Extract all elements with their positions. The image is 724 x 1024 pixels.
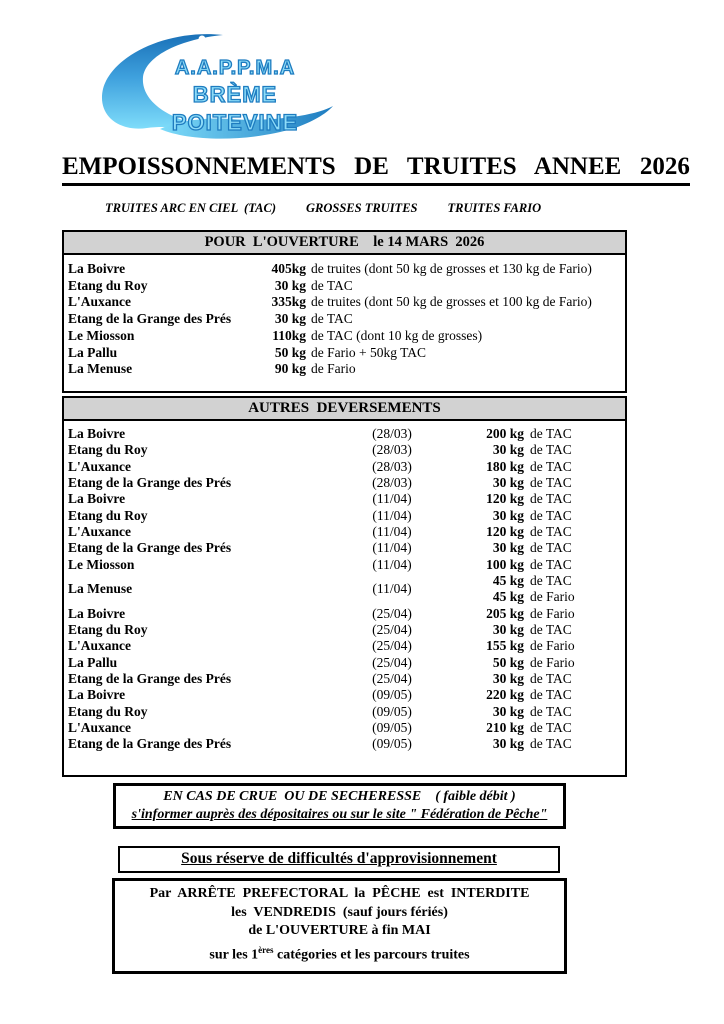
stocking-value — [260, 361, 356, 378]
other-section-header: AUTRES DEVERSEMENTS — [62, 396, 627, 421]
quantity: 50 kg — [274, 344, 306, 360]
stocking-date: (28/03) — [372, 458, 412, 474]
table-row — [64, 459, 625, 475]
table-row — [64, 328, 625, 345]
quantity-detail: de TAC — [311, 311, 353, 327]
stocking-value — [260, 311, 353, 328]
table-row-double — [64, 573, 625, 606]
water-name: Etang du Roy — [68, 507, 148, 523]
stocking-date: (25/04) — [372, 622, 412, 638]
quantity: 335kg — [271, 294, 306, 310]
quantity: 45 kg — [492, 589, 524, 605]
trout-kind: de TAC — [530, 442, 572, 458]
stocking-date: (11/04) — [372, 540, 412, 556]
water-name: Le Miosson — [68, 556, 135, 572]
water-name: La Menuse — [68, 581, 133, 597]
table-row — [64, 638, 625, 654]
trout-kind: de TAC — [530, 573, 572, 589]
stocking-date: (28/03) — [372, 474, 412, 490]
stocking-value — [260, 294, 592, 311]
stocking-date: (25/04) — [372, 654, 412, 670]
quantity: 30 kg — [492, 474, 524, 490]
fish-eye-icon — [199, 36, 206, 43]
quantity: 30 kg — [492, 507, 524, 523]
water-name: La Menuse — [68, 361, 133, 377]
stocking-date: (28/03) — [372, 442, 412, 458]
stocking-value — [260, 345, 426, 362]
water-name: L'Auxance — [68, 720, 132, 736]
association-logo — [90, 25, 340, 150]
table-row — [64, 671, 625, 687]
water-name: Etang de la Grange des Prés — [68, 736, 232, 752]
quantity: 180 kg — [486, 458, 524, 474]
water-name: Le Miosson — [68, 327, 135, 343]
flood-drought-notice — [113, 783, 566, 829]
stocking-date: (11/04) — [372, 507, 412, 523]
other-section-body — [62, 421, 627, 777]
trout-kind: de Fario — [530, 589, 575, 605]
water-name: L'Auxance — [68, 523, 132, 539]
water-name: Etang de la Grange des Prés — [68, 311, 232, 327]
trout-kind: de TAC — [530, 720, 572, 736]
trout-types-subtitle — [105, 201, 541, 216]
supply-reserve-text: Sous réserve de difficultés d'approvisionnement — [181, 850, 497, 867]
opening-section-header: POUR L'OUVERTURE le 14 MARS 2026 — [62, 230, 627, 255]
ban-line3: de L'OUVERTURE à fin MAI — [248, 923, 431, 938]
quantity: 30 kg — [492, 671, 524, 687]
trout-kind: de TAC — [530, 687, 572, 703]
water-name: L'Auxance — [68, 638, 132, 654]
ban-line2: les VENDREDIS (sauf jours fériés) — [231, 904, 448, 920]
water-name: La Pallu — [68, 344, 118, 360]
trout-kind: de TAC — [530, 474, 572, 490]
stocking-date: (28/03) — [372, 425, 412, 441]
trout-kind: de TAC — [530, 703, 572, 719]
water-name: Etang du Roy — [68, 442, 148, 458]
trout-kind: de Fario — [530, 654, 575, 670]
table-row — [64, 720, 625, 736]
quantity: 45 kg — [492, 573, 524, 589]
stocking-date: (25/04) — [372, 671, 412, 687]
table-row — [64, 442, 625, 458]
quantity: 200 kg — [486, 425, 524, 441]
trout-kind: de Fario — [530, 638, 575, 654]
stocking-date: (09/05) — [372, 687, 412, 703]
table-row — [64, 524, 625, 540]
ban-line1: Par ARRÊTE PREFECTORAL la PÊCHE est INTERDITE — [149, 886, 530, 901]
table-row — [64, 311, 625, 328]
quantity: 100 kg — [486, 556, 524, 572]
quantity: 30 kg — [492, 736, 524, 752]
water-name: Etang du Roy — [68, 277, 148, 293]
stocking-date: (09/05) — [372, 736, 412, 752]
quantity: 405kg — [271, 261, 306, 276]
table-row — [64, 622, 625, 638]
trout-kind: de TAC — [530, 523, 572, 539]
stocking-date: (25/04) — [372, 605, 412, 621]
table-row — [64, 261, 625, 278]
table-row — [64, 704, 625, 720]
quantity: 50 kg — [492, 654, 524, 670]
trout-kind: de TAC — [530, 671, 572, 687]
stocking-table — [62, 230, 627, 777]
table-row — [64, 345, 625, 362]
stocking-date: (11/04) — [372, 491, 412, 507]
quantity: 30 kg — [492, 622, 524, 638]
water-name: L'Auxance — [68, 294, 132, 310]
trout-kind: de TAC — [530, 540, 572, 556]
quantity-detail: de TAC (dont 10 kg de grosses) — [311, 327, 483, 343]
quantity: 110kg — [272, 327, 306, 343]
water-name: Etang de la Grange des Prés — [68, 671, 232, 687]
logo-org-subname: BRÈME POITEVINE — [171, 82, 299, 135]
water-name: La Boivre — [68, 491, 126, 507]
opening-section-body — [62, 255, 627, 393]
quantity: 30 kg — [492, 703, 524, 719]
water-name: Etang de la Grange des Prés — [68, 540, 232, 556]
table-row — [64, 278, 625, 295]
stocking-value — [260, 261, 592, 278]
table-row — [64, 491, 625, 507]
quantity: 30 kg — [274, 277, 306, 293]
page-title — [62, 153, 690, 186]
quantity: 30 kg — [492, 540, 524, 556]
table-row — [64, 540, 625, 556]
quantity: 205 kg — [486, 605, 524, 621]
water-name: L'Auxance — [68, 458, 132, 474]
water-name: Etang de la Grange des Prés — [68, 474, 232, 490]
table-row — [64, 606, 625, 622]
trout-kind: de TAC — [530, 736, 572, 752]
trout-type-tac: TRUITES ARC EN CIEL (TAC) — [105, 201, 276, 215]
stocking-value — [260, 278, 353, 295]
trout-kind: de TAC — [530, 491, 572, 507]
flood-notice-line1: EN CAS DE CRUE OU DE SECHERESSE ( faible débit ) — [163, 789, 516, 804]
quantity: 90 kg — [274, 361, 306, 377]
trout-kind: de TAC — [530, 425, 572, 441]
quantity-detail: de Fario + 50kg TAC — [311, 344, 427, 360]
quantity: 210 kg — [486, 720, 524, 736]
table-row — [64, 508, 625, 524]
quantity-detail: de Fario — [311, 361, 356, 377]
prefectoral-ban-notice — [112, 878, 567, 974]
flood-notice-line2: s'informer auprès des dépositaires ou sur le site " Fédération de Pêche" — [131, 806, 548, 822]
stocking-date: (09/05) — [372, 703, 412, 719]
quantity-detail: de truites (dont 50 kg de grosses et 100 kg de Fario) — [311, 294, 592, 310]
logo-text — [130, 55, 340, 137]
water-name: Etang du Roy — [68, 622, 148, 638]
water-name: La Boivre — [68, 605, 126, 621]
table-row — [64, 736, 625, 752]
table-row — [64, 655, 625, 671]
stocking-value — [260, 328, 482, 345]
quantity: 120 kg — [486, 491, 524, 507]
quantity: 155 kg — [486, 638, 524, 654]
trout-kind: de TAC — [530, 507, 572, 523]
table-row — [64, 557, 625, 573]
stocking-date: (11/04) — [372, 523, 412, 539]
table-row — [64, 426, 625, 442]
quantity-detail: de truites (dont 50 kg de grosses et 130 kg de Fario) — [311, 261, 592, 276]
trout-type-grosses: GROSSES TRUITES — [305, 201, 418, 215]
table-row — [64, 294, 625, 311]
quantity: 220 kg — [486, 687, 524, 703]
quantity-detail: de TAC — [311, 277, 353, 293]
table-row — [64, 361, 625, 378]
trout-kind: de TAC — [530, 556, 572, 572]
trout-kind: de TAC — [530, 622, 572, 638]
water-name: La Boivre — [68, 687, 126, 703]
water-name: La Boivre — [68, 425, 126, 441]
stocking-date: (09/05) — [372, 720, 412, 736]
water-name: La Boivre — [68, 261, 126, 276]
double-quantity — [427, 573, 625, 606]
quantity: 120 kg — [486, 523, 524, 539]
table-row — [64, 475, 625, 491]
quantity: 30 kg — [492, 442, 524, 458]
trout-kind: de Fario — [530, 605, 575, 621]
quantity: 30 kg — [274, 311, 306, 327]
page-title-text: EMPOISSONNEMENTS DE TRUITES ANNEE 2026 — [62, 153, 690, 186]
water-name: Etang du Roy — [68, 703, 148, 719]
supply-reserve-notice — [118, 846, 560, 873]
stocking-date: (11/04) — [372, 556, 412, 572]
ban-line4: sur les 1ères catégories et les parcours truites — [209, 944, 470, 963]
trout-type-fario: TRUITES FARIO — [447, 201, 542, 215]
ordinal-suffix: ères — [258, 944, 274, 955]
logo-org-name: A.A.P.P.M.A — [174, 57, 296, 79]
stocking-date: (25/04) — [372, 638, 412, 654]
water-name: La Pallu — [68, 654, 118, 670]
table-row — [64, 687, 625, 703]
trout-kind: de TAC — [530, 458, 572, 474]
stocking-date: (11/04) — [372, 581, 412, 597]
